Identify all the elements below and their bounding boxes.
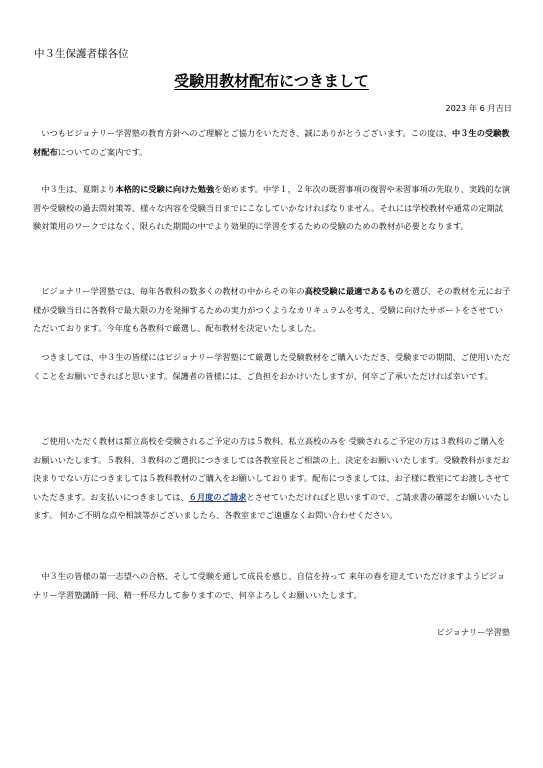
p2-text-c: を始めます。中学１，２年次の既習事項の復習や未習事項の先取り、実践的な演習や受験校の過去問対策等、様々な内容を受験当日までにこなしていかなければなりません。それには学校教材や通常の定期試験対策用のワークではなく、限られた期間の中でより効果的に学習をするための受験のための教材が必要となります。 [33,184,511,231]
p4-text: つきましては、中３生の皆様にはビジョナリー学習塾にて厳選した受験教材をご購入いただき、受験までの期間、ご使用いただくことをお願いできればと思います。保護者の皆様には、ご負担をおかけいたしますが、何卒ご了承いただければ幸いです。 [33,352,511,381]
p3-text-a: ビジョナリー学習塾では、毎年各教科の数多くの教材の中からその年の [41,286,305,296]
title-text: 受験用教材配布につきまして [174,72,369,90]
p2-emphasis: 本格的に受験に向けた勉強 [115,184,215,194]
paragraph-intro [33,124,511,161]
p5-text-c: とさせていただければと思いますので、ご請求書の確認をお願いいたします。 何かご不明な点や相談等がございましたら、各教室までご遠慮なくお問い合わせください。 [33,491,510,520]
paragraph-purchase-request [33,348,511,385]
paragraph-subjects-payment [33,432,511,525]
p1-text-a: いつもビジョナリー学習塾の教育方針へのご理解とご協力をいただき、誠にありがとうございます。この度は、 [41,128,452,138]
p5-text-a: ご使用いただく教材は都立高校を受験されるご予定の方は５教科、私立高校のみを 受験されるご予定の方は３教科のご購入をお願いいたします。５教科、３教科のご選択につきましては各教室長とご相談の上、決定をお願いいたします。受験教科がまだお決まりでない方につきましては５教科教材のご購入をお願いしております。配布につきましては、お子様に教室にてお渡しさせていただきます。お支払いにつきましては、 [33,436,510,502]
p2-text-a: 中３生は、夏期より [41,184,116,194]
p3-emphasis: 高校受験に最適であるもの [304,286,404,296]
p1-text-c: についてのご案内です。 [57,146,148,157]
p1-emphasis: 中３生の受験教材配布 [33,128,510,157]
paragraph-material-selection [33,282,511,338]
paragraph-closing [33,567,511,604]
document-title [0,70,543,91]
p6-text: 中３生の皆様の第一志望への合格、そして受験を通して成長を感じ、自信を持って 来年の春を迎えていただけますようビジョナリー学習塾講師一同、精一杯尽力して参りますので、何卒よろしくお願いいたします。 [33,571,506,600]
signature: ビジョナリー学習塾 [436,627,510,637]
billing-month-highlight: ６月度のご請求 [188,491,247,502]
addressee: 中３生保護者様各位 [34,48,129,60]
p3-text-c: を選び、その教材を元にお子様が受験当日に各教科で最大限の力を発揮するための実力がつくようなカリキュラムを考え、受験に向けたサポートをさせていただいております。今年度も各教科で厳選し、配布教材を決定いたしました。 [33,286,511,333]
paragraph-summer-study [33,180,511,236]
date-line: 2023 年 6 月吉日 [445,103,512,113]
